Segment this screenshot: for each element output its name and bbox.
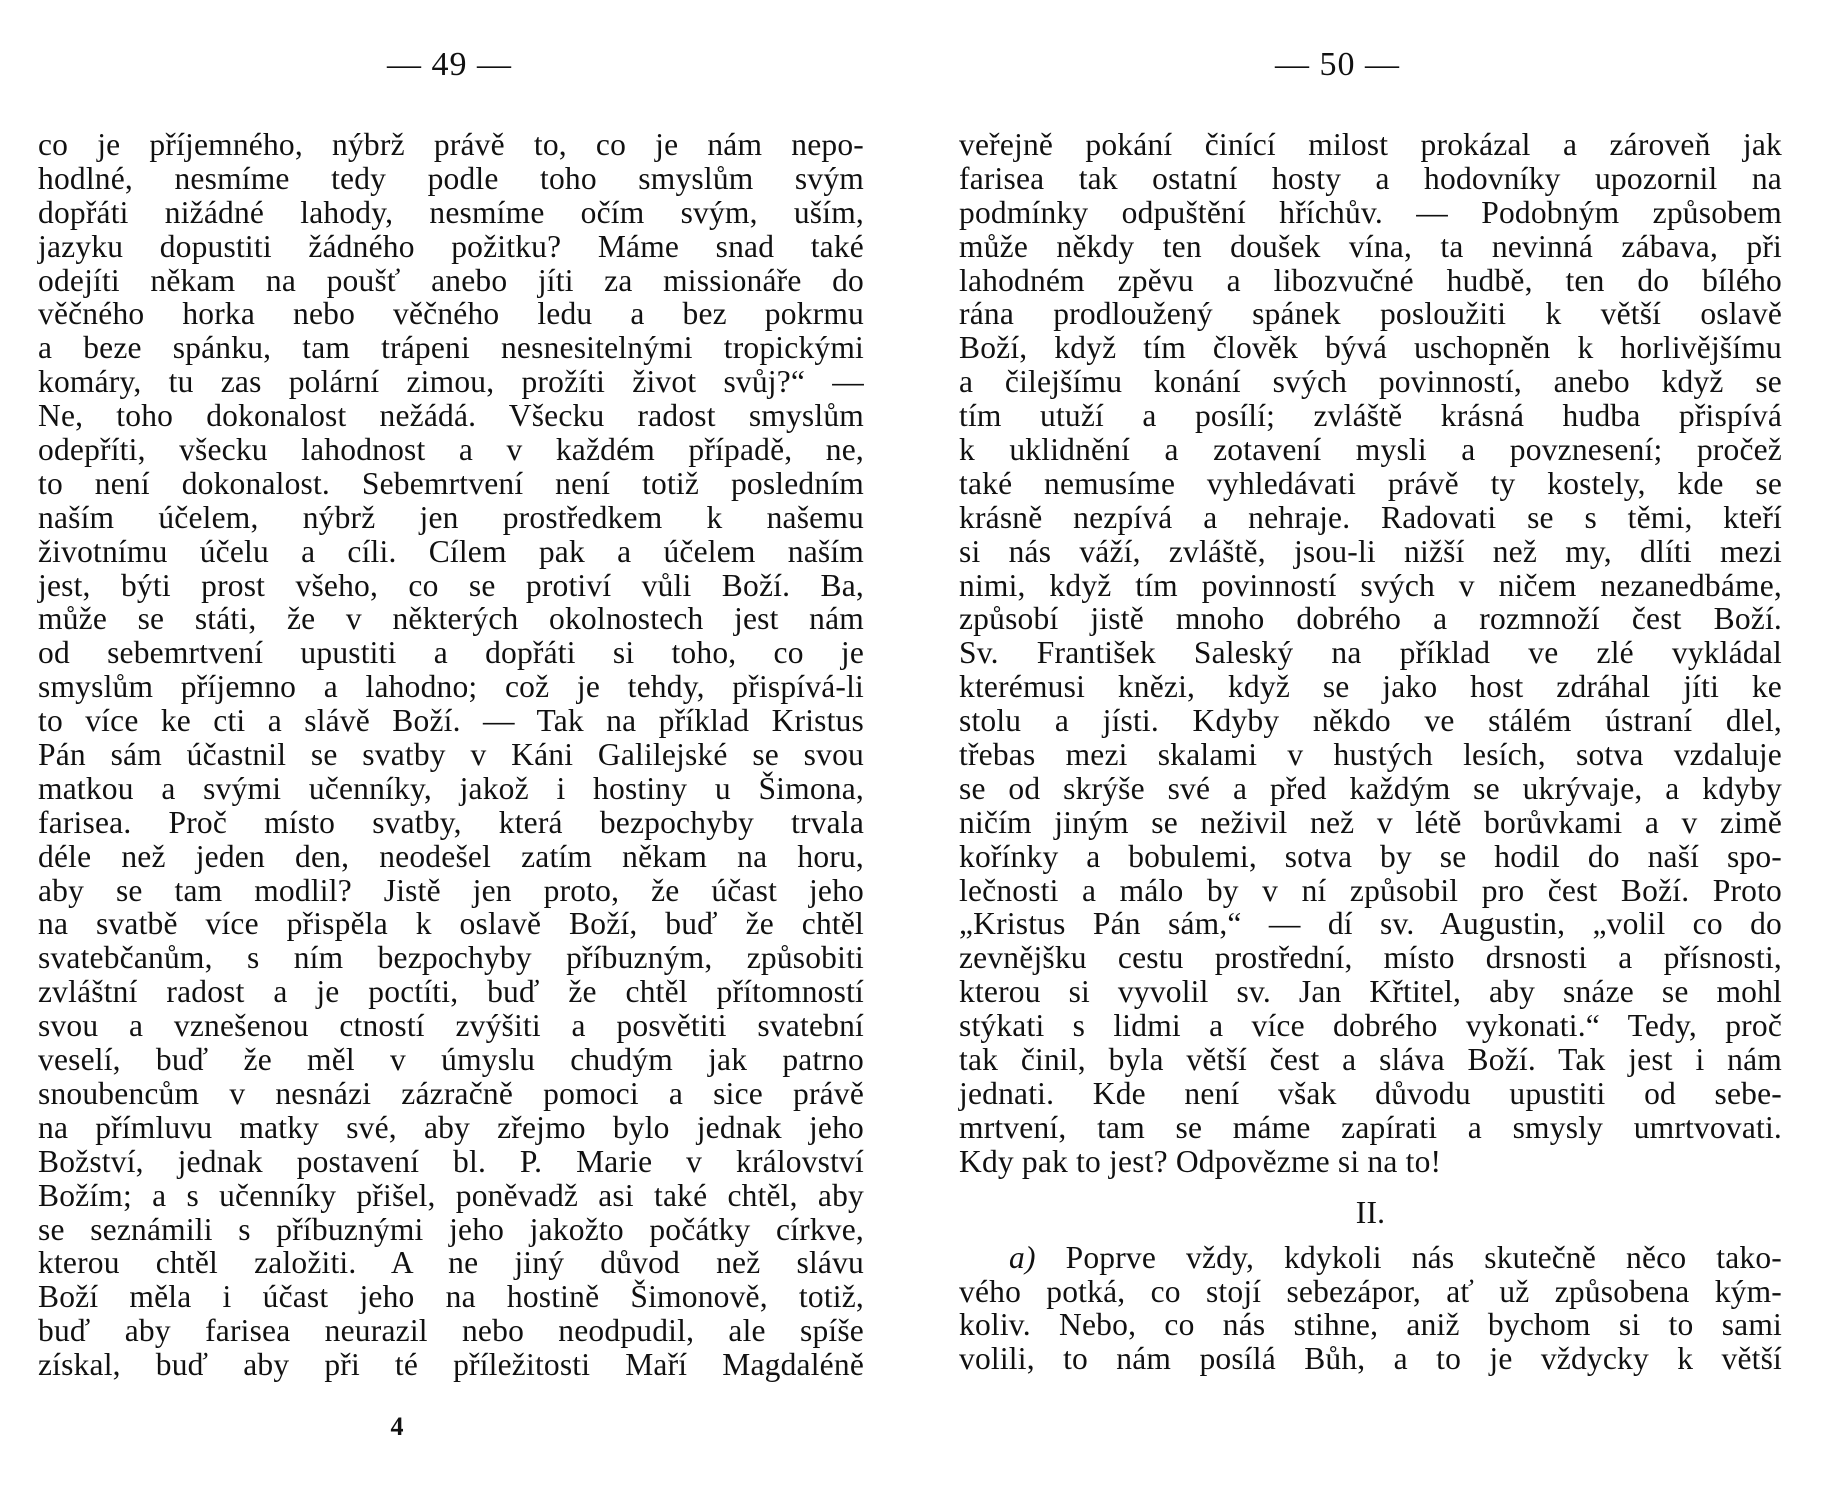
text-line: k uklidnění a zotavení mysli a povznesení; pročež xyxy=(959,432,1782,468)
text-line: ničím jiným se neživil než v létě borůvkami a v zimě xyxy=(959,804,1782,840)
text-line: jednati. Kde není však důvodu upustiti od sebe- xyxy=(959,1075,1782,1111)
section-heading: II. xyxy=(1355,1194,1386,1230)
text-line: tak činil, byla větší čest a sláva Boží. Tak jest i nám xyxy=(959,1042,1782,1078)
text-line: rána prodloužený spánek posloužiti k větší oslavě xyxy=(959,296,1782,332)
text-line: od sebemrtvení upustiti a dopřáti si toho, co je xyxy=(38,635,864,671)
text-line: lečnosti a málo by v ní způsobil pro čest Boží. Proto xyxy=(959,872,1782,908)
text-line: naším účelem, nýbrž jen prostředkem k našemu xyxy=(38,499,864,535)
text-line: farisea. Proč místo svatby, která bezpochyby trvala xyxy=(38,804,864,840)
text-line: volili, to nám posílá Bůh, a to je vždycky k větší xyxy=(959,1341,1782,1377)
text-line: Božím; a s učenníky přišel, poněvadž asi také chtěl, aby xyxy=(38,1177,864,1213)
text-line: smyslům příjemno a lahodno; což je tehdy, přispívá-li xyxy=(38,669,864,705)
right-page-text-before-heading xyxy=(959,128,1782,1179)
text-line: nimi, když tím povinností svých v ničem nezanedbáme, xyxy=(959,567,1782,603)
right-page-number: — 50 — xyxy=(1275,46,1400,83)
text-line: matkou a svými učenníky, jakož i hostiny u Šimona, xyxy=(38,770,864,806)
text-line: Ne, toho dokonalost nežádá. Všecku radost smyslům xyxy=(38,398,864,434)
text-line: koliv. Nebo, co nás stihne, aniž bychom si to sami xyxy=(959,1307,1782,1343)
left-page-text xyxy=(38,128,864,1382)
text-line xyxy=(959,1241,1782,1275)
text-line: může někdy ten doušek vína, ta nevinná zábava, při xyxy=(959,228,1782,264)
text-line: komáry, tu zas polární zimou, prožíti život svůj?“ — xyxy=(38,364,864,400)
text-line: životnímu účelu a cíli. Cílem pak a účelem naším xyxy=(38,533,864,569)
text-line: stýkati s lidmi a více dobrého vykonati.“ Tedy, proč xyxy=(959,1008,1782,1044)
text-line: kterou chtěl založiti. A ne jiný důvod než slávu xyxy=(38,1245,864,1281)
text-line: si nás váží, zvláště, jsou-li nižší než my, dlíti mezi xyxy=(959,533,1782,569)
text-line: co je příjemného, nýbrž právě to, co je nám nepo- xyxy=(38,127,864,162)
text-line: tím utuží a posílí; zvláště krásná hudba přispívá xyxy=(959,398,1782,434)
text-line: může se státi, že v některých okolnostech jest nám xyxy=(38,601,864,637)
text-line: způsobí jistě mnoho dobrého a rozmnoží čest Boží. xyxy=(959,601,1782,637)
text-line: to není dokonalost. Sebemrtvení není totiž posledním xyxy=(38,465,864,501)
text-line: také nemusíme vyhledávati právě ty kostely, kde se xyxy=(959,465,1782,501)
text-line: podmínky odpuštění hříchův. — Podobným způsobem xyxy=(959,194,1782,230)
text-line-content: Poprve vždy, kdykoli nás skutečně něco tako- xyxy=(1035,1239,1782,1275)
text-line: zevnějšku cestu prostřední, místo drsnosti a přísnosti, xyxy=(959,940,1782,976)
text-line: déle než jeden den, neodešel zatím někam na horu, xyxy=(38,838,864,874)
text-line: farisea tak ostatní hosty a hodovníky upozornil na xyxy=(959,160,1782,196)
text-line: se seznámili s příbuznými jeho jakožto počátky církve, xyxy=(38,1211,864,1247)
text-line: na svatbě více přispěla k oslavě Boží, buď že chtěl xyxy=(38,906,864,942)
text-line: buď aby farisea neurazil nebo neodpudil, ale spíše xyxy=(38,1313,864,1349)
right-page-text-after-heading xyxy=(959,1241,1782,1377)
text-line: Boží měla i účast jeho na hostině Šimonově, totiž, xyxy=(38,1279,864,1315)
text-line: kterou si vyvolil sv. Jan Křtitel, aby snáze se mohl xyxy=(959,974,1782,1010)
text-line: hodlné, nesmíme tedy podle toho smyslům svým xyxy=(38,160,864,196)
text-line: veselí, buď že měl v úmyslu chudým jak patrno xyxy=(38,1042,864,1078)
text-line: Sv. František Saleský na příklad ve zlé vykládal xyxy=(959,635,1782,671)
text-line: dopřáti nižádné lahody, nesmíme očím svým, uším, xyxy=(38,194,864,230)
left-page-number: — 49 — xyxy=(387,46,512,83)
text-line: jazyku dopustiti žádného požitku? Máme snad také xyxy=(38,228,864,264)
text-line: a čilejšímu konání svých povinností, anebo když se xyxy=(959,364,1782,400)
text-line: to více ke cti a slávě Boží. — Tak na příklad Kristus xyxy=(38,703,864,739)
text-line: získal, buď aby při té příležitosti Maří Magdaléně xyxy=(38,1347,864,1383)
text-line: „Kristus Pán sám,“ — dí sv. Augustin, „volil co do xyxy=(959,906,1782,942)
text-line: kořínky a bobulemi, sotva by se hodil do naší spo- xyxy=(959,838,1782,874)
text-line: Pán sám účastnil se svatby v Káni Galilejské se svou xyxy=(38,737,864,773)
text-line: aby se tam modlil? Jistě jen proto, že účast jeho xyxy=(38,872,864,908)
signature-mark: 4 xyxy=(390,1412,404,1441)
text-line: svatebčanům, s ním bezpochyby příbuzným, způsobiti xyxy=(38,940,864,976)
right-page-text xyxy=(959,128,1782,1376)
text-line: a beze spánku, tam trápeni nesnesitelnými tropickými xyxy=(38,330,864,366)
text-line: snoubencům v nesnázi zázračně pomoci a sice právě xyxy=(38,1075,864,1111)
text-line: třebas mezi skalami v hustých lesích, sotva vzdaluje xyxy=(959,737,1782,773)
text-line: věčného horka nebo věčného ledu a bez pokrmu xyxy=(38,296,864,332)
text-line: na přímluvu matky své, aby zřejmo bylo jednak jeho xyxy=(38,1109,864,1145)
text-line: Boží, když tím člověk bývá uschopněn k horlivějšímu xyxy=(959,330,1782,366)
text-line: svou a vznešenou ctností zvýšiti a posvětiti svatební xyxy=(38,1008,864,1044)
text-line: zvláštní radost a je poctíti, buď že chtěl přítomností xyxy=(38,974,864,1010)
text-line: vého potká, co stojí sebezápor, ať už způsobena kým- xyxy=(959,1273,1782,1309)
right-page xyxy=(915,0,1830,1500)
text-line: stolu a jísti. Kdyby někdo ve stálém ústraní dlel, xyxy=(959,703,1782,739)
text-line: odepříti, všecku lahodnost a v každém případě, ne, xyxy=(38,432,864,468)
text-line: Božství, jednak postavení bl. P. Marie v království xyxy=(38,1143,864,1179)
text-line: mrtvení, tam se máme zapírati a smysly umrtvovati. xyxy=(959,1109,1782,1145)
text-line: lahodném zpěvu a libozvučné hudbě, ten do bílého xyxy=(959,262,1782,298)
text-line: odejíti někam na poušť anebo jíti za missionáře do xyxy=(38,262,864,298)
text-line: Kdy pak to jest? Odpovězme si na to! xyxy=(959,1143,1442,1179)
text-line: jest, býti prost všeho, co se protiví vůli Boží. Ba, xyxy=(38,567,864,603)
text-line: veřejně pokání činící milost prokázal a zároveň jak xyxy=(959,127,1782,162)
text-line: krásně nezpívá a nehraje. Radovati se s těmi, kteří xyxy=(959,499,1782,535)
text-line: kterémusi knězi, když se jako host zdráhal jíti ke xyxy=(959,669,1782,705)
text-line: se od skrýše své a před každým se ukrývaje, a kdyby xyxy=(959,770,1782,806)
paragraph-marker: a) xyxy=(1009,1239,1036,1275)
